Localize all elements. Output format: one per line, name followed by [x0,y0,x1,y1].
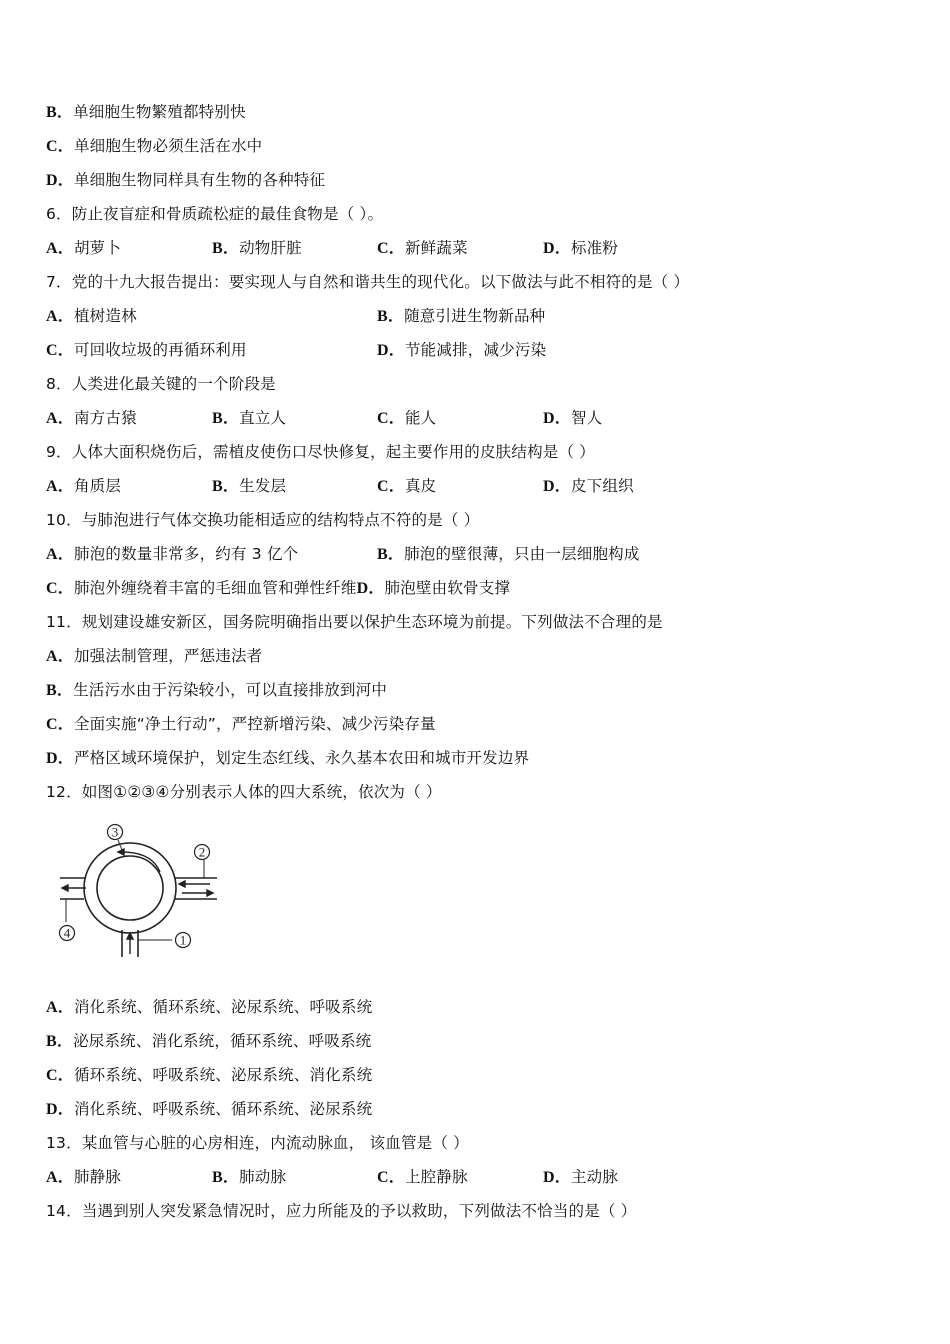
q6-options [46,236,906,260]
q7-options-row2 [46,338,906,362]
q13-option-d: D．主动脉 [543,1168,619,1186]
q12-option-b: B．泌尿系统、消化系统，循环系统、呼吸系统 [46,1032,372,1050]
q10-options-row2 [46,576,510,600]
q6-stem: 6．防止夜盲症和骨质疏松症的最佳食物是（ ）。 [46,205,384,223]
q10-option-b: B．肺泡的壁很薄，只由一层细胞构成 [377,545,640,563]
q9-option-d: D．皮下组织 [543,477,634,495]
q7-option-a: A．植树造林 [46,307,137,325]
label-three: 3 [111,824,119,840]
q11-option-b: B．生活污水由于污染较小，可以直接排放到河中 [46,681,388,699]
label-four: 4 [63,925,71,941]
q6-option-d: D．标准粉 [543,239,619,257]
q8-option-a: A．南方古猿 [46,409,137,427]
q9-option-b: B．生发层 [212,477,287,495]
q7-option-c: C．可回收垃圾的再循环利用 [46,341,247,359]
q8-option-d: D．智人 [543,409,603,427]
q10-stem: 10．与肺泡进行气体交换功能相适应的结构特点不符的是（ ） [46,511,480,529]
q7-options-row1 [46,304,906,328]
body-systems-diagram [52,822,222,962]
q14-stem: 14．当遇到别人突发紧急情况时，应力所能及的予以救助，下列做法不恰当的是（ ） [46,1202,637,1220]
q13-option-a: A．肺静脉 [46,1168,122,1186]
q12-option-a: A．消化系统、循环系统、泌尿系统、呼吸系统 [46,998,373,1016]
label-two: 2 [198,844,206,860]
circulation-diagram-svg [52,822,222,962]
q5-option-b: B．单细胞生物繁殖都特别快 [46,103,246,121]
q11-option-d: D．严格区域环境保护，划定生态红线、永久基本农田和城市开发边界 [46,749,530,767]
q11-stem: 11．规划建设雄安新区，国务院明确指出要以保护生态环境为前提。下列做法不合理的是 [46,613,663,631]
q10-option-d: D．肺泡壁由软骨支撑 [356,579,511,597]
q8-options [46,406,906,430]
q10-options-row1 [46,542,906,566]
q13-option-c: C．上腔静脉 [377,1168,468,1186]
q6-option-c: C．新鲜蔬菜 [377,239,468,257]
q12-option-d: D．消化系统、呼吸系统、循环系统、泌尿系统 [46,1100,373,1118]
q6-option-a: A．胡萝卜 [46,239,122,257]
q10-option-c: C．肺泡外缠绕着丰富的毛细血管和弹性纤维 [46,579,357,597]
q9-stem: 9．人体大面积烧伤后，需植皮使伤口尽快修复，起主要作用的皮肤结构是（ ） [46,443,595,461]
q8-option-b: B．直立人 [212,409,287,427]
q7-option-b: B．随意引进生物新品种 [377,307,546,325]
q12-stem: 12．如图①②③④分别表示人体的四大系统，依次为（ ） [46,783,442,801]
q5-option-d: D．单细胞生物同样具有生物的各种特征 [46,171,326,189]
q9-options [46,474,906,498]
q8-option-c: C．能人 [377,409,437,427]
q12-option-c: C．循环系统、呼吸系统、泌尿系统、消化系统 [46,1066,373,1084]
q11-option-c: C．全面实施“净土行动”，严控新增污染、减少污染存量 [46,715,436,733]
label-one: 1 [179,932,187,948]
q7-option-d: D．节能减排，减少污染 [377,341,547,359]
q5-option-c: C．单细胞生物必须生活在水中 [46,137,263,155]
q10-option-a: A．肺泡的数量非常多，约有 3 亿个 [46,545,299,563]
q13-options [46,1165,906,1189]
q7-stem: 7．党的十九大报告提出：要实现人与自然和谐共生的现代化。以下做法与此不相符的是（ ） [46,273,690,291]
q11-option-a: A．加强法制管理，严惩违法者 [46,647,263,665]
q13-option-b: B．肺动脉 [212,1168,287,1186]
q9-option-c: C．真皮 [377,477,437,495]
q8-stem: 8．人类进化最关键的一个阶段是 [46,375,276,393]
q9-option-a: A．角质层 [46,477,122,495]
q13-stem: 13．某血管与心脏的心房相连，内流动脉血， 该血管是（ ） [46,1134,469,1152]
q6-option-b: B．动物肝脏 [212,239,302,257]
